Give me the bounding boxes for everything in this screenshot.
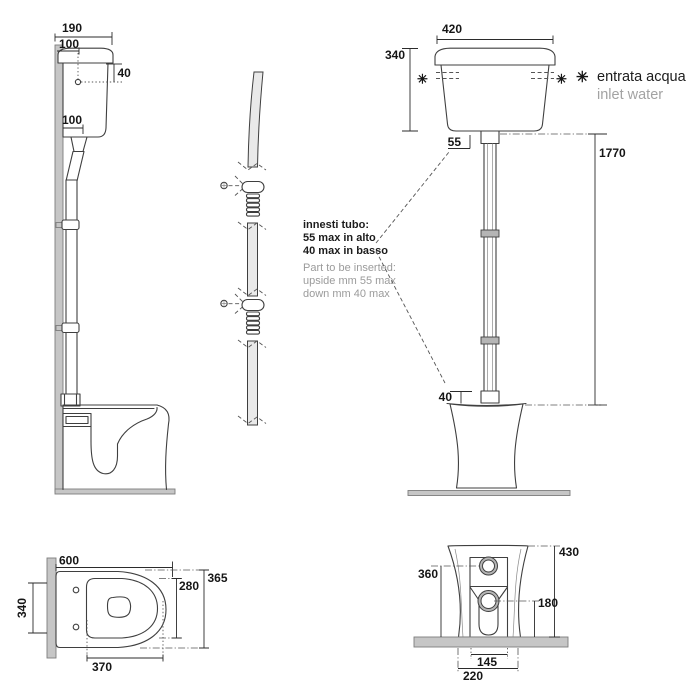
rear-view — [414, 545, 579, 683]
dim-cistern-depth-label: 190 — [61, 21, 83, 35]
dim-inlet-height-label: 360 — [417, 567, 438, 581]
coupling-nut — [242, 182, 264, 193]
pipe-connector — [481, 131, 499, 144]
dim-pedestal-height — [528, 545, 579, 637]
pipe-segment — [248, 223, 258, 296]
dim-hole-offset-label: 100 — [58, 37, 80, 51]
note-en-line3: down mm 40 max — [303, 288, 390, 300]
coupling-band — [481, 337, 499, 344]
fixing-hole — [73, 587, 79, 593]
dim-cistern-width-label: 420 — [441, 22, 463, 36]
dim-outlet-height-label: 180 — [538, 596, 559, 610]
dim-side-span-label: 340 — [15, 597, 29, 619]
wall-top-view — [47, 558, 56, 658]
pedestal-front — [408, 404, 570, 496]
leader-line-bottom — [376, 251, 445, 383]
dim-bowl-length-label: 370 — [92, 660, 113, 674]
pipe-connector — [481, 391, 499, 403]
inlet-legend — [576, 69, 687, 103]
pipe-coupling — [221, 294, 264, 334]
dim-pipe-run — [525, 134, 626, 405]
dim-side-span — [15, 583, 47, 633]
inlet-asterisk-right: ✳ — [556, 71, 567, 87]
dim-cistern-height-label: 340 — [384, 48, 405, 62]
leader-line-top — [376, 152, 449, 243]
floor-rear — [414, 637, 568, 647]
pipe-segment — [248, 341, 258, 425]
inlet-spud — [63, 414, 91, 427]
curved-tube — [248, 72, 263, 167]
floor-section — [55, 489, 175, 494]
note-it-line2: 55 max in alto — [303, 232, 376, 244]
inlet-hole — [75, 79, 80, 84]
side-view — [55, 21, 175, 494]
dim-base-width-label: 220 — [463, 669, 484, 683]
inlet-asterisk-left: ✳ — [417, 71, 428, 87]
trap — [91, 441, 118, 474]
front-view — [385, 22, 687, 496]
legend-label-it: entrata acqua — [597, 69, 686, 85]
top-view — [15, 554, 228, 675]
coupling-band — [481, 230, 499, 237]
insertion-note — [303, 152, 449, 383]
dim-insert-bottom-label: 40 — [438, 390, 452, 404]
dim-insert-top-label: 55 — [447, 135, 461, 149]
dim-pedestal-height-label: 430 — [559, 545, 580, 559]
fixing-hole — [73, 624, 79, 630]
cistern-front — [417, 48, 567, 131]
note-en-line1: Part to be inserted: — [303, 262, 396, 274]
dim-wc-length-label: 600 — [59, 553, 80, 568]
coupling-nut — [242, 300, 264, 311]
dim-wc-width-label: 365 — [207, 571, 228, 585]
pipe-detail-view — [221, 72, 266, 425]
dim-pipe-run-label: 1770 — [599, 146, 626, 160]
note-it-line3: 40 max in basso — [303, 245, 388, 257]
note-en-line2: upside mm 55 max — [303, 275, 396, 287]
dim-hole-drop-label: 40 — [117, 66, 131, 80]
dim-cistern-width — [437, 22, 553, 44]
legend-asterisk: ✳ — [576, 69, 589, 86]
pipe-coupling — [221, 176, 264, 216]
floor-front — [408, 491, 570, 496]
legend-label-en: inlet water — [597, 87, 664, 103]
dim-insert-bottom — [439, 390, 472, 404]
pipe-connector — [61, 394, 80, 406]
dim-bowl-width-label: 280 — [179, 579, 200, 593]
drain-hole — [108, 597, 131, 617]
dim-insert-top — [448, 134, 607, 149]
note-it-line1: innesti tubo: — [303, 219, 369, 231]
flush-pipe-front — [481, 131, 499, 403]
dim-hole-drop — [106, 64, 131, 82]
dim-cistern-height — [385, 48, 418, 131]
dim-inner-width — [471, 648, 508, 669]
wc-section — [63, 405, 169, 490]
dim-outlet-offset-label: 100 — [61, 113, 83, 127]
dim-inner-width-label: 145 — [476, 655, 498, 669]
